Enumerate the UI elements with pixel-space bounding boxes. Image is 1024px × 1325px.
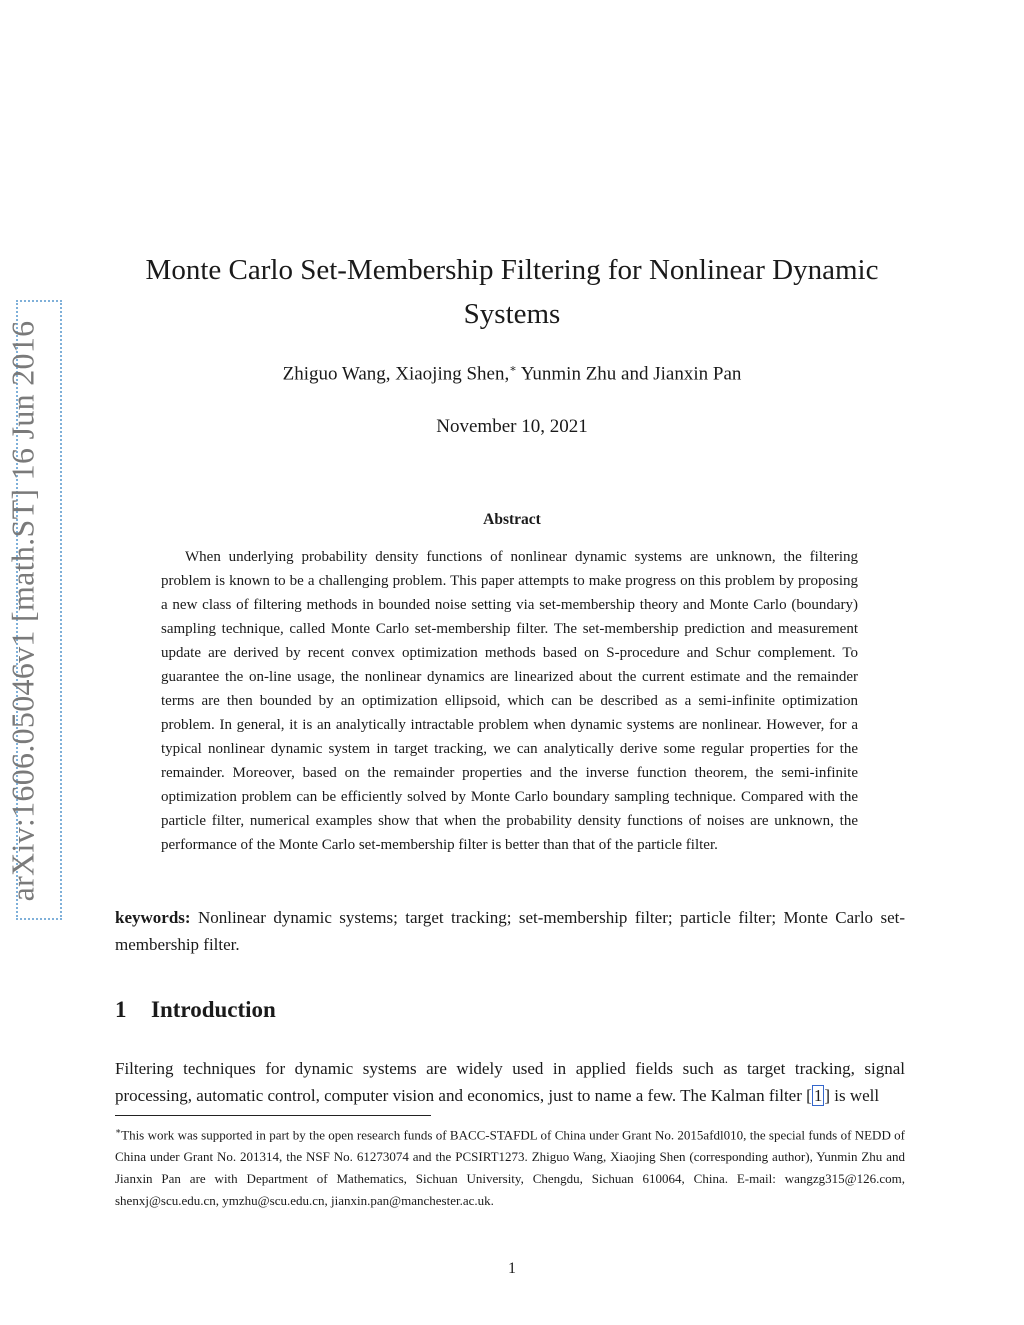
section-title: Introduction [151,997,276,1022]
footnote-text: This work was supported in part by the open research funds of BACC-STAFDL of China under Grant No. 2015afdl010, the special funds of NEDD of China under Grant No. 201314, the NSF No. 61273074 and the PCSIRT1273. Zhiguo Wang, Xiaojing Shen (corresponding author), Yunmin Zhu and Jianxin Pan are with Department of Mathematics, Sichuan University, Chengdu, Sichuan 610064, China. E-mail: wangzg315@126.com, shenxj@scu.edu.cn, ymzhu@scu.edu.cn, jianxin.pan@manchester.ac.uk. [115,1127,905,1209]
authors-rest: Yunmin Zhu and Jianxin Pan [516,363,742,385]
introduction-paragraph [115,1055,905,1109]
section-number: 1 [115,997,127,1022]
authors [0,362,1024,385]
keywords-label: keywords: [115,908,191,927]
footnote-rule [115,1115,431,1116]
arxiv-stamp: arXiv:1606.05046v1 [math.ST] 16 Jun 2016 [4,320,41,902]
paper-date: November 10, 2021 [436,416,588,437]
title-line-2: Systems [463,298,561,330]
keywords-text: Nonlinear dynamic systems; target tracking; set-membership filter; particle filter; Monte Carlo set-membership filter. [115,908,905,954]
author-footnote-mark[interactable]: ∗ [509,363,517,375]
keywords [115,904,905,958]
abstract-heading: Abstract [483,511,541,528]
section-heading-introduction [115,997,276,1023]
paper-title [0,248,1024,336]
intro-text-end: ] is well [824,1086,880,1105]
page-number: 1 [508,1260,516,1277]
authors-primary: Zhiguo Wang, Xiaojing Shen, [282,363,510,385]
footnote-mark: ∗ [115,1126,122,1136]
footnote [115,1120,905,1212]
intro-text-start: Filtering techniques for dynamic systems are widely used in applied fields such as target tracking, signal processing, automatic control, computer vision and economics, just to name a few. The Kalman filter [ [115,1059,905,1105]
citation-link[interactable]: 1 [813,1086,823,1105]
title-line-1: Monte Carlo Set-Membership Filtering for Nonlinear Dynamic [145,254,879,286]
abstract-text: When underlying probability density functions of nonlinear dynamic systems are unknown, the filtering problem is known to be a challenging problem. This paper attempts to make progress on this problem by proposing a new class of filtering methods in bounded noise setting via set-membership theory and Monte Carlo (boundary) sampling technique, called Monte Carlo set-membership filter. The set-membership prediction and measurement update are derived by recent convex optimization methods based on S-procedure and Schur complement. To guarantee the on-line usage, the nonlinear dynamics are linearized about the current estimate and the remainder terms are then bounded by an optimization ellipsoid, which can be described as a semi-infinite optimization problem. In general, it is an analytically intractable problem when dynamic systems are nonlinear. However, for a typical nonlinear dynamic system in target tracking, we can analytically derive some regular properties for the remainder. Moreover, based on the remainder properties and the inverse function theorem, the semi-infinite optimization problem can be efficiently solved by Monte Carlo boundary sampling technique. Compared with the particle filter, numerical examples show that when the probability density functions of noises are unknown, the performance of the Monte Carlo set-membership filter is better than that of the particle filter. [161,549,858,853]
